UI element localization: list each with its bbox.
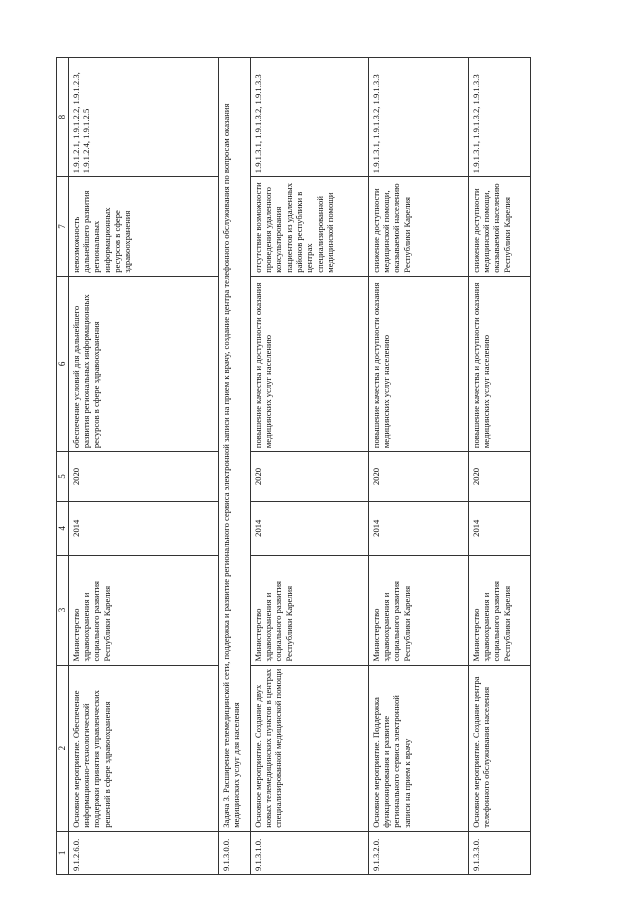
table-row <box>468 58 530 875</box>
row-code: 9.1.3.1.0. <box>250 831 368 874</box>
table-row <box>250 58 368 875</box>
row-indicators: 1.9.1.3.1, 1.9.1.3.2, 1.9.1.3.3 <box>368 58 468 177</box>
table-row <box>368 58 468 875</box>
row-code: 9.1.3.2.0. <box>368 831 468 874</box>
row-executor: Министерство здравоохранения и социального развития Республики Карелия <box>250 555 368 665</box>
row-result: повышение качества и доступности оказания медицинских услуг населению <box>368 276 468 451</box>
header-cell: 1 <box>57 831 69 874</box>
row-end-year: 2020 <box>368 452 468 502</box>
row-indicators: 1.9.1.2.1, 1.9.1.2.2, 1.9.1.2.3, 1.9.1.2.4, 1.9.1.2.5 <box>68 58 218 177</box>
row-code: 9.1.2.6.0. <box>68 831 218 874</box>
row-executor: Министерство здравоохранения и социального развития Республики Карелия <box>68 555 218 665</box>
task-row <box>218 58 250 875</box>
row-start-year: 2014 <box>468 501 530 555</box>
row-name: Основное мероприятие. Поддержка функционирования и развитие регионального сервиса электронной записи на прием к врачу <box>368 665 468 831</box>
measures-table <box>56 57 531 875</box>
header-cell: 3 <box>57 555 69 665</box>
header-cell: 4 <box>57 501 69 555</box>
header-cell: 8 <box>57 58 69 177</box>
row-start-year: 2014 <box>68 501 218 555</box>
row-indicators: 1.9.1.3.1, 1.9.1.3.2, 1.9.1.3.3 <box>250 58 368 177</box>
row-consequence: невозможность дальнейшего развития региональных информационных ресурсов в сфере здравоохранения <box>68 177 218 277</box>
task-code: 9.1.3.0.0. <box>218 831 250 874</box>
header-cell: 5 <box>57 452 69 502</box>
row-end-year: 2020 <box>68 452 218 502</box>
row-consequence: снижение доступности медицинской помощи, оказываемой населению Республики Карелия <box>468 177 530 277</box>
header-cell: 2 <box>57 665 69 831</box>
row-name: Основное мероприятие. Создание двух новых телемедицинских пунктов в центрах специализированной медицинской помощи <box>250 665 368 831</box>
row-code: 9.1.3.3.0. <box>468 831 530 874</box>
row-end-year: 2020 <box>250 452 368 502</box>
row-consequence: отсутствие возможности проведения удаленного консультирования пациентов из удаленных районов республики в центрах специализированной медицинской помощи <box>250 177 368 277</box>
row-result: повышение качества и доступности оказания медицинских услуг населению <box>468 276 530 451</box>
task-text: Задача 3. Расширение телемедицинской сети, поддержка и развитие регионального сервиса электронной записи на прием к врачу, создание центра телефонного обслуживания по вопросам оказания медицинских услуг для населения <box>218 58 250 832</box>
row-executor: Министерство здравоохранения и социального развития Республики Карелия <box>368 555 468 665</box>
row-indicators: 1.9.1.3.1, 1.9.1.3.2, 1.9.1.3.3 <box>468 58 530 177</box>
rotated-table-container <box>56 57 519 875</box>
row-name: Основное мероприятие. Обеспечение информационно-технологической поддержки принятия управленческих решений в сфере здравоохранения <box>68 665 218 831</box>
row-start-year: 2014 <box>250 501 368 555</box>
row-end-year: 2020 <box>468 452 530 502</box>
row-result: повышение качества и доступности оказания медицинских услуг населению <box>250 276 368 451</box>
table-row <box>68 58 218 875</box>
header-cell: 6 <box>57 276 69 451</box>
row-name: Основное мероприятие. Создание центра телефонного обслуживания населения <box>468 665 530 831</box>
header-cell: 7 <box>57 177 69 277</box>
row-consequence: снижение доступности медицинской помощи, оказываемой населению Республики Карелия <box>368 177 468 277</box>
header-row <box>57 58 69 875</box>
row-executor: Министерство здравоохранения и социального развития Республики Карелия <box>468 555 530 665</box>
row-result: обеспечение условий для дальнейшего развития региональных информационных ресурсов в сфере здравоохранения <box>68 276 218 451</box>
row-start-year: 2014 <box>368 501 468 555</box>
